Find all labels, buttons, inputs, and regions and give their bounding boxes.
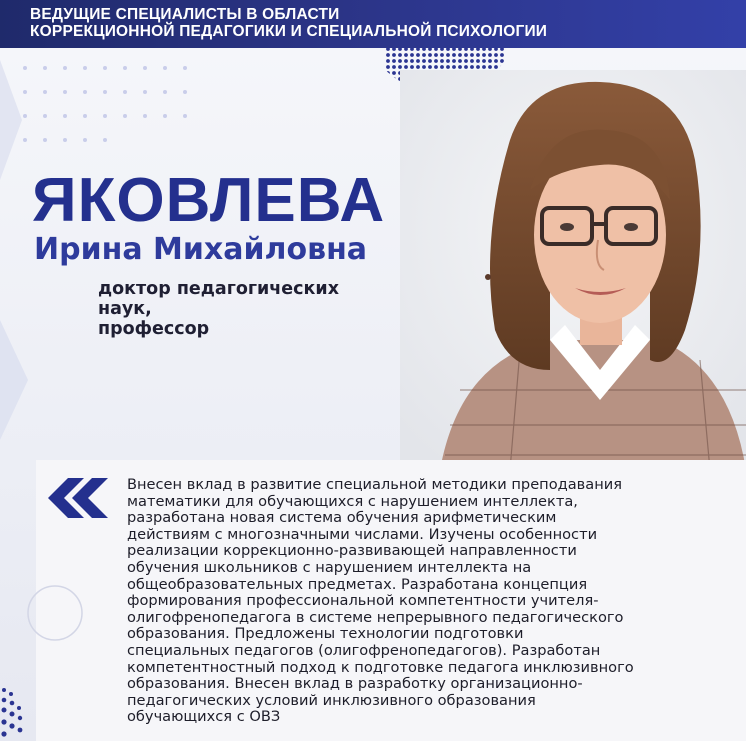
degree-line-2: профессор: [98, 319, 210, 339]
left-accent-decoration: [0, 60, 30, 440]
header-banner: [0, 0, 746, 48]
person-surname: ЯКОВЛЕВА: [32, 166, 386, 235]
header-title-line2: КОРРЕКЦИОННОЙ ПЕДАГОГИКИ И СПЕЦИАЛЬНОЙ ПСИХОЛОГИИ: [30, 23, 548, 40]
circle-outline-decoration: [20, 578, 90, 648]
dot-pattern-decoration: [20, 60, 210, 180]
header-title-line1: ВЕДУЩИЕ СПЕЦИАЛИСТЫ В ОБЛАСТИ: [30, 6, 340, 23]
portrait-photo: [400, 70, 746, 470]
person-degree: [98, 279, 398, 339]
degree-line-1: доктор педагогических наук,: [98, 279, 339, 319]
person-given-names: Ирина Михайловна: [34, 232, 368, 267]
halftone-corner-decoration: [0, 670, 30, 741]
bio-text: Внесен вклад в развитие специальной методики преподавания математики для обучающихся с нарушением интеллекта, разработана новая система обучения арифметическим действиям с многозначными числами. Изучены особенности реализации коррекционно-развивающей направленности обучения школьников с нарушением интеллекта на общеобразовательных предметах. Разработана концепция формирования профессиональной компетентности учителя- олигофренопедагога в системе непрерывного педагогического образования. Предложены технологии подготовки специальных педагогов (олигофренопедагогов). Разработан компетентностный подход к подготовке педагога инклюзивного образования. Внесен вклад в разработку организационно- педагогических условий инклюзивного образования обучающихся с ОВЗ: [127, 476, 634, 726]
double-chevron-left-icon: [48, 478, 112, 518]
